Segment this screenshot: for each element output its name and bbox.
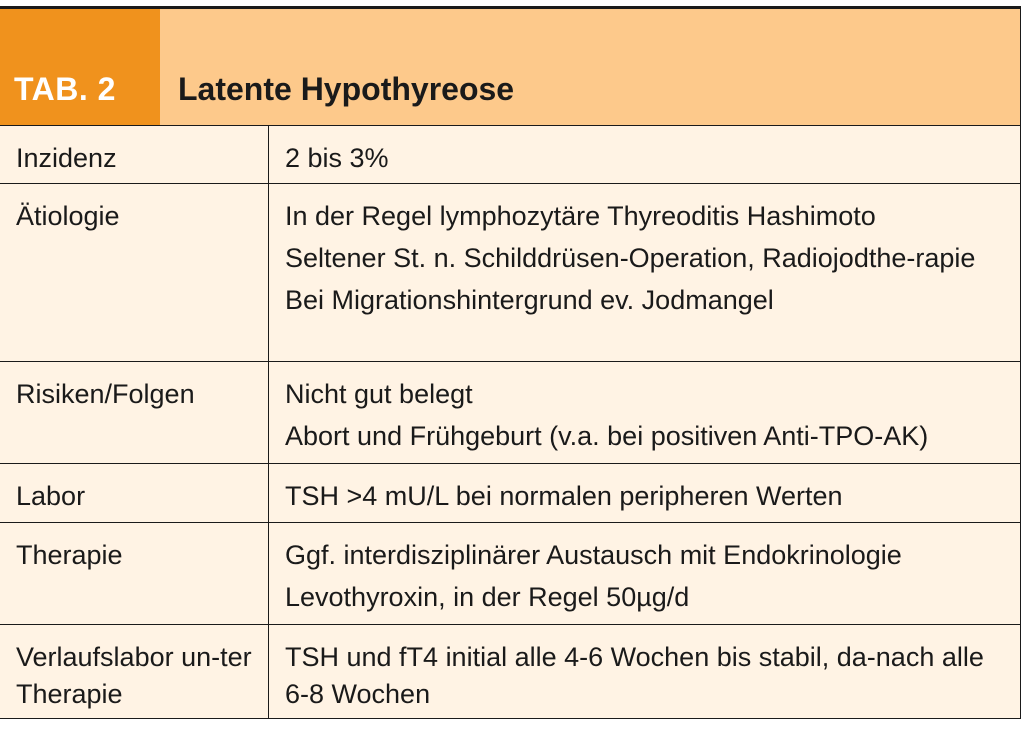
table-row-labor	[0, 463, 1020, 522]
table-row-aetiologie	[0, 183, 1020, 361]
row-value	[269, 362, 1020, 463]
row-value-line: In der Regel lymphozytäre Thyreoditis Hashimoto	[285, 201, 876, 231]
row-value	[269, 523, 1020, 624]
row-value-line: TSH und fT4 initial alle 4-6 Wochen bis stabil, da-nach alle 6-8 Wochen	[285, 642, 984, 709]
row-value	[269, 625, 1020, 718]
row-value-line: Nicht gut belegt	[285, 379, 473, 409]
table-row-verlaufslabor	[0, 624, 1020, 719]
row-value-line: Abort und Frühgeburt (v.a. bei positiven Anti-TPO-AK)	[285, 421, 929, 451]
row-label: Labor	[0, 464, 269, 522]
row-value	[269, 184, 1020, 361]
row-value-line: Ggf. interdisziplinärer Austausch mit Endokrinologie	[285, 540, 902, 570]
row-label: Therapie	[0, 523, 269, 624]
row-value	[269, 126, 1020, 183]
table-row-inzidenz	[0, 125, 1020, 183]
table-row-risiken	[0, 361, 1020, 463]
table-title: Latente Hypothyreose	[160, 9, 1020, 125]
row-value-line: 2 bis 3%	[285, 143, 389, 173]
row-value-line: Bei Migrationshintergrund ev. Jodmangel	[285, 285, 774, 315]
row-value	[269, 464, 1020, 522]
info-table	[0, 6, 1021, 719]
table-number-label: TAB. 2	[0, 9, 160, 125]
row-label: Ätiologie	[0, 184, 269, 361]
table-row-therapie	[0, 522, 1020, 624]
row-label: Risiken/Folgen	[0, 362, 269, 463]
row-value-line: Levothyroxin, in der Regel 50µg/d	[285, 582, 690, 612]
row-value-line: Seltener St. n. Schilddrüsen-Operation, Radiojodthe-rapie	[285, 243, 976, 273]
row-label: Inzidenz	[0, 126, 269, 183]
row-label: Verlaufslabor un-ter Therapie	[0, 625, 269, 718]
table-header	[0, 9, 1020, 125]
row-value-line: TSH >4 mU/L bei normalen peripheren Werten	[285, 481, 843, 511]
table-body	[0, 125, 1020, 719]
